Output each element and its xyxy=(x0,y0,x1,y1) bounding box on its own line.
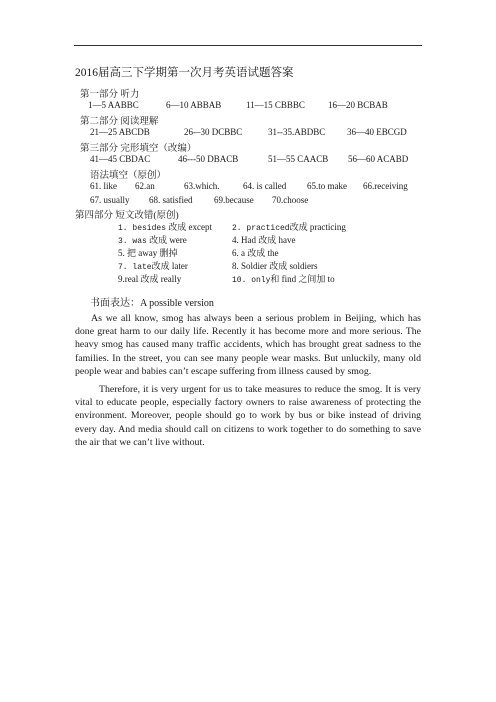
essay xyxy=(75,312,421,449)
part3-heading: 第三部分 完形填空（改编） xyxy=(80,144,197,154)
document-title: 2016届高三下学期第一次月考英语试题答案 xyxy=(75,67,294,79)
correction-left xyxy=(118,272,181,285)
correction-left xyxy=(118,233,187,246)
correction-code: 2. practiced xyxy=(232,224,290,233)
correction-code: 1. besides xyxy=(118,224,167,233)
correction-text: 改成 later xyxy=(151,261,188,271)
grammar-answer: 62.an xyxy=(135,181,155,191)
correction-text: 改成 except xyxy=(166,222,213,232)
answer-group: 31--35.ABDBC xyxy=(268,127,326,137)
answer-group: 46---50 DBACB xyxy=(178,154,239,164)
correction-left xyxy=(118,259,188,272)
grammar-answer: 64. is called xyxy=(243,181,287,191)
correction-right xyxy=(232,259,318,272)
correction-right xyxy=(232,272,335,285)
correction-right xyxy=(232,233,295,246)
correction-text: 和 find 之间加 to xyxy=(270,274,335,284)
answer-group: 56—60 ACABD xyxy=(348,154,409,164)
grammar-answer: 68. satisfied xyxy=(149,195,193,205)
correction-code: 3. was xyxy=(118,237,147,246)
answer-group: 6—10 ABBAB xyxy=(166,100,222,110)
correction-text: 8. Soldier 改成 soldiers xyxy=(232,261,318,271)
correction-text: 9.real 改成 really xyxy=(118,274,182,284)
essay-paragraph: Therefore, it is very urgent for us to take measures to reduce the smog. It is very vital to educate people, especially factory owners to raise awareness of protecting the environment. Moreover, people should go to work by bus or bike instead of driving every day. And media should call on citizens to work together to do something to save the air that we can’t live without. xyxy=(75,384,421,448)
writing-heading: 书面表达：A possible version xyxy=(90,298,214,309)
answer-group: 1—5 AABBC xyxy=(88,100,139,110)
header-rule xyxy=(74,45,422,46)
correction-text: 6. a 改成 the xyxy=(232,248,279,258)
part1-heading: 第一部分 听力 xyxy=(80,90,140,100)
correction-text: 改成 practicing xyxy=(289,222,346,232)
grammar-answer: 63.which. xyxy=(184,181,220,191)
grammar-answer: 67. usually xyxy=(90,195,130,205)
answer-group: 21—25 ABCDB xyxy=(90,127,150,137)
grammar-answer: 61. like xyxy=(90,181,117,191)
correction-left xyxy=(118,246,178,259)
answer-group: 26-–30 DCBBC xyxy=(184,127,243,137)
part2-heading: 第二部分 阅读理解 xyxy=(80,117,159,127)
correction-code: 10. only xyxy=(232,276,271,285)
answer-group: 11—15 CBBBC xyxy=(246,100,305,110)
answer-group: 51—55 CAACB xyxy=(268,154,329,164)
grammar-answer: 70.choose xyxy=(272,195,309,205)
correction-left xyxy=(118,220,212,233)
correction-code: 7. late xyxy=(118,263,152,272)
grammar-heading: 语法填空（原创） xyxy=(90,171,167,181)
correction-text: 改成 were xyxy=(146,235,187,245)
answer-group: 16—20 BCBAB xyxy=(328,100,388,110)
essay-paragraph: As we all know, smog has always been a serious problem in Beijing, which has done great harm to our daily life. Recently it has become more and more serious. The heavy smog has caused many traffic accidents, which has brought great sadness to the families. In the street, you can see many people wear masks. But unluckily, many old people wear and babies can’t escape suffering from illness caused by smog. xyxy=(75,313,421,377)
grammar-answer: 69.because xyxy=(214,195,254,205)
correction-text: 5. 把 away 删掉 xyxy=(118,248,178,258)
answer-group: 36—40 EBCGD xyxy=(347,127,407,137)
grammar-answer: 66.receiving xyxy=(363,181,408,191)
correction-right xyxy=(232,246,279,259)
part4-heading: 第四部分 短文改错(原创) xyxy=(75,211,179,221)
correction-text: 4. Had 改成 have xyxy=(232,235,296,245)
correction-right xyxy=(232,220,346,233)
grammar-answer: 65.to make xyxy=(307,181,347,191)
answer-group: 41—45 CBDAC xyxy=(90,154,151,164)
